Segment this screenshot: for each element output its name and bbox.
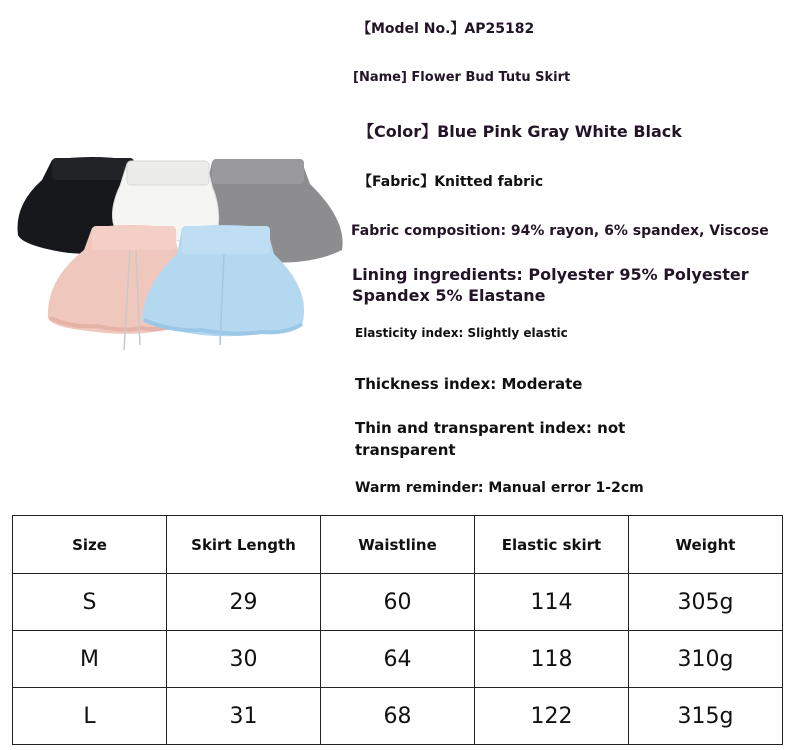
cell-skirt-length: 29 (167, 574, 321, 631)
cell-waistline: 64 (321, 631, 475, 688)
cell-size: M (13, 631, 167, 688)
header-skirt-length: Skirt Length (167, 516, 321, 574)
fabric-composition: Fabric composition: 94% rayon, 6% spandex, Viscose (351, 223, 769, 239)
header-size: Size (13, 516, 167, 574)
cell-elastic-skirt: 118 (475, 631, 629, 688)
table-row (13, 688, 783, 745)
header-elastic-skirt: Elastic skirt (475, 516, 629, 574)
cell-skirt-length: 31 (167, 688, 321, 745)
cell-size: L (13, 688, 167, 745)
header-weight: Weight (629, 516, 783, 574)
table-row (13, 574, 783, 631)
fabric-info: 【Fabric】Knitted fabric (358, 174, 544, 190)
thickness-index: Thickness index: Moderate (355, 375, 583, 393)
cell-skirt-length: 30 (167, 631, 321, 688)
size-chart-header-row (13, 516, 783, 574)
cell-waistline: 68 (321, 688, 475, 745)
lining-ingredients: Lining ingredients: Polyester 95% Polyester Spandex 5% Elastane (352, 265, 749, 305)
cell-size: S (13, 574, 167, 631)
cell-weight: 315g (629, 688, 783, 745)
product-image (12, 150, 352, 365)
transparency-index: Thin and transparent index: not transparent (355, 419, 626, 459)
cell-waistline: 60 (321, 574, 475, 631)
cell-elastic-skirt: 122 (475, 688, 629, 745)
size-chart (12, 515, 783, 745)
table-row (13, 631, 783, 688)
model-number: 【Model No.】AP25182 (357, 21, 535, 37)
elasticity-index: Elasticity index: Slightly elastic (355, 326, 568, 340)
color-options: 【Color】Blue Pink Gray White Black (358, 122, 682, 141)
warm-reminder: Warm reminder: Manual error 1-2cm (355, 480, 644, 496)
header-waistline: Waistline (321, 516, 475, 574)
cell-weight: 305g (629, 574, 783, 631)
product-name: [Name] Flower Bud Tutu Skirt (353, 70, 571, 85)
cell-elastic-skirt: 114 (475, 574, 629, 631)
cell-weight: 310g (629, 631, 783, 688)
